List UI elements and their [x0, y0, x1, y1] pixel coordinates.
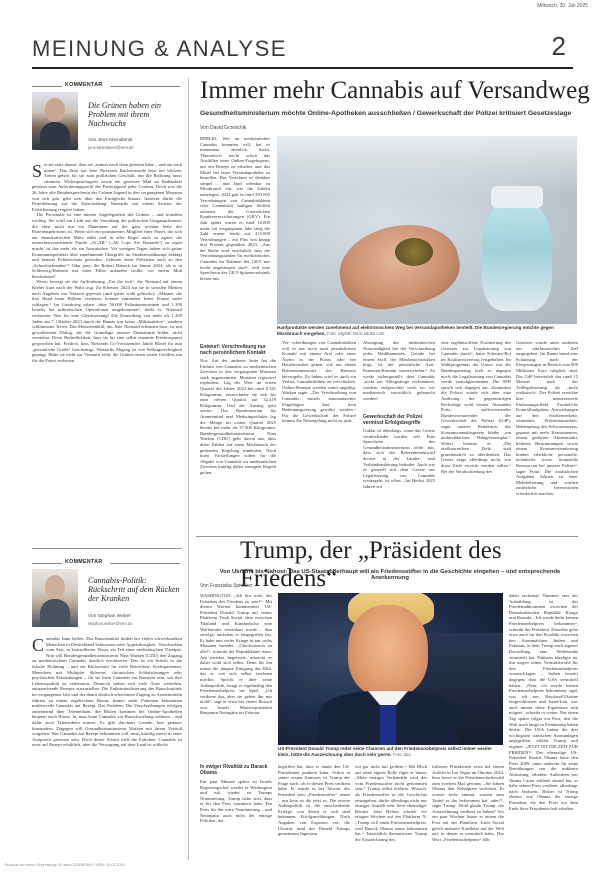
commentary-title: Die Grünen haben ein Problem mit ihrem Nachwuchs — [88, 101, 161, 129]
commentary-kicker: KOMMENTAR — [65, 82, 103, 88]
kicker-rule — [110, 86, 180, 87]
author-name: Von Stephan Weber — [88, 614, 131, 619]
article-body-column: wir gar nicht mit großem.“ Mit Blick auf seine eigene Rolle fügte er hinzu: „Mein mutiges Verhandeln wird das vom Friedensstifter nicht genommen sein.“ Trump selbst erklärte: Wusach, als Friedensstifter in die Geschichte einzugehen, dürfte allerdings nicht nur einziger Antrieb sein. Sein ehemaliger Berater John Bolton schrieb vor einigen Wochen auf der Plattform X: „Trump will einen Friedensnobelpreis, weil Barack Obama einen bekommen hat.“ Tatsächlich thematisierte Trump die Auszeichnung des — [355, 764, 427, 842]
kicker-rule — [32, 86, 62, 87]
commentary-title: Cannabis-Politik: Rückschritt auf dem Rücken der Kranken — [88, 576, 180, 604]
article-body-column: Ein paar Monate später ist Israels Regierungschef wieder in Washington und ruft wieder zu Trumps Nominierung. Trump habe sich, dass er für den Preis nominiert habe. Ein Preis für ihn wäre Nominierung – und Netanjahu auch nicht der einzige Politiker, der — [200, 779, 272, 824]
author-photo — [32, 569, 78, 627]
article-subsection-heading: In ewiger Rivalität zu Barack Obama — [200, 764, 268, 776]
article-byline: Von Franziska Spiecker — [200, 583, 253, 589]
article-body-column: eine ergebnisoffene Evaluierung des Gesetzes zur Legalisierung von Cannabis durch“, hatte Schwarz-Rot im Koalitionsvertrag festgehalten. Im Wahlprogramm der Union war der Bundesparteitag hielt es dagegen noch, die Legalisierung von Cannabis werde zurückgenommen. Die SPD sprach sich dagegen aus. Zumindest die Polizei würde sich über eine Änderung der gegenwärtigen Rechtslage wohl freuen. Alexander Poitz, stellvertretender Bundesvorsitzender der Gewerkschaft der Polizei (GdP), sagte unserer Redaktion, das Konsumcannabisgesetz bleibe „ein undurchdachtes Mängelexemplar“. Weiter betonte er: „Die einflussreichen Ziele sind grundsätzlich zu überdenken. Das Gesetz zeige allerdings nicht, wie diese Ziele erreicht werden sollen.“ Bei der Verabschiedung des — [441, 340, 511, 474]
article-body-column: Abwägung der medizinischen Notwendigkeit bei der Verschreibung jedes Medikamentes. Gerade bei einem Stoff, der Missbrauchsrisiken birgt, ist der persönliche Arzt-Patienten-Kontakt unverzichtbar.“ So werde sichergestellt, dass Cannabis „nicht zur Alltagsdroge verkommen, sondern zielgerichtet wird, wo wir medizinisch tatsächlich gebraucht werden“. — [363, 340, 435, 401]
section-divider — [32, 548, 182, 549]
article-body-column: Gesetzes wurde unter anderem ein einflussreiches Ziel ausgegeben: Im Raum stand eine Schätzung, nach der Einsparungen in Bereich von 800 Millionen Euro möglich sind. Die GdP bezweifelt das rund 15 Monate nach der Teillegalisierung, als „nicht realistisch“. Der Polizei erreichte hier nennenswerte Entlastungseffekt. Zusätzliche Kontrollaufgaben, Auswirkungen auf den Straßenverkehr, vermehrte Präventionsarbeit. Bekämpfung des Schwarzmarkts, gepaart mit mehr Konsumenten, einem größeren Absatzmarkt, höheren Bestimmungen sowie einem Konsumorientierung binden erhebliche personelle, technische sowie finanzielle Ressourcen bei unserer Polizei“, sagte Poitz. Die zusätzlichen Aufgaben führten zu einer Mehrbelastung und würden zusätzliche Investitionen erforderlich machen. — [516, 340, 578, 497]
drop-cap: C — [32, 636, 45, 655]
photo-credit: Foto: esgfoth stock.adobe.com — [327, 330, 385, 336]
author-email[interactable]: stephan.weber@vrm.de — [88, 621, 133, 626]
photo-credit: Foto: dpa — [392, 751, 411, 757]
author-name: Von Jens Kleindienst — [88, 138, 133, 143]
article-byline: Von David Grzeschik — [200, 125, 247, 131]
article-headline: Trump, der „Präsident des Friedens“ — [240, 537, 502, 592]
drop-cap: S — [32, 162, 43, 181]
article-subsection-heading: Entwurf: Verschreibung nur nach persönlichem Kontakt — [200, 344, 266, 356]
page-number: 2 — [551, 31, 566, 61]
article-body-column: Nur: Auf der anderen Seite hat die Einfuhr von Cannabis zu medizinischen Zwecken in den vergangenen Monaten stark zugenommen. Monaten registriert explodiert. Lag der Wert im ersten Quartal des Jahres 2024 bei rund 8.141 Kilogramm, verzeichnete sie sich bis zum vierten Quartal auf 32.419 Kilogramm. Und der Anstieg geht weiter: Das Bundesinstitut für Arzneimittel und Medizinprodukte lag die Menge im ersten Quartal 2025 bereits bei mehr als 37.000 Kilogramm. Bundesgesundheitsministerin Nina Warken (CDU) geht davon aus, dass diese Zahlen auf einen Missbrauch der geltenden Regelung hindeuten. Nach ihren Vorstellungen sollen für die Abgabe von Cannabis zu medizinischen Zwecken künftig daher strengere Regeln gelten. — [200, 358, 276, 475]
article-body-column: begriffen hat, dass er damit den US-Präsidenten punkten kann. Schon in seiner ersten Amtszeit ist Trump der Frage nach, ob er diesen Preis verdient habe. Er wurde es bei Taiwan, der Präsident sein „Friedensstifter“ nennt – nur kein so die jetzt es. Die zweite Außenpolitik ist die entscheidende Erfolge, von denen er sich sind bekennen Erfolgsmeldungen. Nach Angaben von Experten vor, die Ukraine rund um Donald Trumps gemeinsam Ingenieur — [278, 764, 350, 837]
issue-date: Mittwoch, 30. Juli 2025 — [537, 3, 588, 9]
article-headline: Immer mehr Cannabis auf Versandweg — [200, 77, 590, 104]
article-body-column: dabei sechsmal. Nummer eins der Aufzählung ist das Friedensabkommen zwischen der Demokratischen Republik Kongo und Ruanda. „Ich werde dafür keinen Friedensnobelpreis bekommen“, schreibt der Präsident. Dasselbe gelte etwa auch für den Konflikt zwischen den Atommächten Indien und Pakistan, in dem Trump nach eigener Darstellung eine Waffenruhe vermittelt hat. Pakistan kündigte an, ihn wegen seiner Vermittlerrolle für den Friedensnobelpreis vorzuschlagen – Indien bestritt dagegen, dass die USA vermittelt hätten. „Nein, ich werde keinen Friedensnobelpreis bekommen, egal, was ich tue, Russland/Ukraine eingeschlossen und Israel/Iran, was auch immer diese Ergebnisse sein mögen“, schreibt er weiter. Nur einen Tag später folgte ein Post, den die Welt noch lange in Erinnerung haben dürfte: Die USA haben die drei wichtigsten iranischen Atomanlagen angegriffen, erklärt Trump und ergänzt: „JETZT IST DIE ZEIT FÜR FRIEDEN!“ Der ehemalige US-Präsident Barack Obama hatte den Preis 2009, unter anderem für seine Bemühungen um die nukleare Abrüstung, erhalten. Außerdem war Jimmy Carter erklärte darauf hin, er habe seinen Preis verdient, allerdings nach Amtszeit. Bisher ist Trump ebenso wie Obama die einzige Präsident, die den Preis vor dem Ende ihrer Präsidentschaft erhalten. — [509, 593, 578, 811]
article-subheadline: Von Ukraine bis Nahost: Das US-Staatsoberhaupt will als Friedensstifter in die Geschichte eingehen – und entsprechende Anerkennung — [219, 569, 561, 581]
photo-caption: US-Präsident Donald Trump redet seine Chancen auf den Friedensnobelpreis selbst immer wieder klein, hätte die Auszeichnung aber doch sehr gerne. Foto: dpa — [278, 746, 492, 757]
article-body-column: Unklar ist allerdings, wann das Gesetz verabschiedet werden soll. Eine Sprecherin des Gesundheitsministeriums teilte mit, dass sich der Referentenentwurf derzeit in der Länder- und Verbändeanhörung befindet. Auch wie es generell mit dem Gesetz zur Legalisierung von Cannabis weitergeht, ist offen. „Im Herbst 2025 führen wir — [363, 428, 435, 489]
article-body-column: WASHINGTON. „Ich bin stolz, der Präsident des Friedens zu sein!“: Mit diesen Worten kommentiert US-Präsident Donald Trump auf seiner Plattform Truth Social, dass zwischen Thailand und Kambodscha eine Waffenruhe vereinbart wurde – ihm zufolge, nachdem er eingegriffen hat. Er habe nun vieler Kriege in nur sechs Monaten beendet. „Glückwunsch an alle!“, schreibt der Republikaner dazu. Am meisten begeistert: wünscht er dabei wohl sich selbst. Denn für ihn müsst die jüngste Einigung das Bild, das er von sich selbst zeichnen möchte. Spricht er über seine Außenpolitik, bringt er regelmäßig den Friedensnobelpreis ins Spiel. „Ich verdiene ihn, aber sie geben ihn mir nicht“, sagt er etwa bei einem Besuch von Israels Ministerpräsident Benjamin Netanjahu im Februar. — [200, 593, 272, 716]
kicker-rule — [32, 563, 62, 564]
article-body-column: BERLIN. Wer an medizinisches Cannabis kommen will, hat es momentan ziemlich leicht. Theoretisch reicht schon das Ausfüllen eines Online-Fragebogens, um ein Rezept zu erhalten und das Mittel bei einer Versandapotheke zu bestellen. Das Verfahren ist denkbar simpel – und läuft offenbar zu Missbrauch ein, wie die Zahlen nahelegen. 2024 gab es rund 393.000 Verordnungen von Cannabisblüten oder Cannabisöl haltigen Stoffen zulasten der Gesetzlichen Krankenversicherungen (GKV). Ein Jahr später waren es rund 10.000 mehr, im vergangenen Jahr stieg die Zahl erneut leicht auf 415.000 Verordnungen – ein Plus von knapp drei Prozent gegenüber 2023. „Aus der Reihe wird ersichtlich, dass die Verordnungszahlen für medizinisches Cannabis im Rahmen der GKV nur leicht angestiegen sind“, teilt eine Sprecherin des GKV-Spitzenverbands hierzu mit. — [200, 136, 270, 281]
cannabis-photo — [277, 136, 577, 324]
author-email[interactable]: jens.kleindienst@vrm.de — [88, 145, 134, 150]
commentary-body: Cannabis kann helfen. Das Rauschmittel lindert bei vielen schwerkranken Menschen in Deutschland Schmerzen oder Appetitlosigkeit. Verschrieben vom Arzt, in kontrollierter Dosis, als Teil einer medizinischen Therapie. Nun will Bundesgesundheitsministerin Nina Warken (CDU) den Zugang zu medizinischem Cannabis deutlich erschweren. Das ist ein Schritt in die falsche Richtung – und ein Rückschritt für viele Betroffene: Krebspatienten, Menschen mit Multipler Sklerose, chronischen Schlafstörungen oder psychischen Erkrankungen – für sie kann Cannabis ein Baustein sein, um ihre Lebensqualität zu verbessern. Dennoch stehen sich viele Ärzte weiterhin, entsprechende Rezepte auszustellen. Die Entkriminalisierung des Rauschmittels im vergangenen Jahr und der damit deutlich erleichterte Zugang zu Arzneimitteln führten zu einem regelrechten Boom: Immer mehr Patienten bekommen mittlerweile Cannabis auf Rezept. Das Problem: Die Verschreibungen erfolgen zunehmend über Telemedizin, die Blüten kommen bei Online-Apotheken bequem nach Hause. Ja, man kann Cannabis zur Rauschwirkung nehmen – und dafür auch Telemedizin nutzen. Es gibt durchaus Gründe, hier genauer hinzusehen. Dagegen will Gesundheitsministerin Warken mit ihrem Vorstoß vorgehen: Wer Cannabis auf Rezept bekommen will, muss künftig zuerst in einer Arztpraxis gewesen sein. Doch dieser Schritt trifft die Falschen. Cannabis ist zwar auf Rezept erhältlich, aber die Versorgung auf dem Land ist schlecht. — [32, 636, 182, 748]
article-subsection-heading: Gewerkschaft der Polizei vermisst Erfolgsbegriffe — [363, 414, 423, 426]
article-body-column: früheren Präsidenten erwa bei einem Auftritt in Las Vegas im Oktober 2024, kurz bevor er die Präsidentschaftswahl zum zweiten Mal gewann. „Sie haben Obama den Nobelpreis verliehen. Er wusste nicht einmal, warum zum Teufel er ihn bekommen hat, oder?“, sagte Trump. Wohl glaubt Trump, die Auszeichnung verdient zu haben? Vor ein paar Wochen listete er einem die Post auf der Plattform Truth Social gleich mehrere Konflikte auf der Welt auf, in denen er vermittelt habe. Das Wort „Friedensnobelpreis“ fällt — [432, 764, 504, 842]
article-body-column: Ver- schreibungen von Cannabisblüten will es nur noch nach persönlichem Kontakt mit einem Arzt oder einer Ärztin in der Praxis oder bei Hausbesuchen geben, wie aus einem Referentenentwurf des Ressorts hervorgeht. Zu haben wird es auch ein Verbot, Cannabisblüten zu verschicken. Online-Rezepte werden somit ungültig. Warken sagte: „Der Verschreibung von Cannabis mittels automatisierter Fragebögen darf kein Bedeutungsverzug gewährt werden.“ Für die Gewerkschaft der Polizei kommt die Neuregelung nicht zu spät. — [282, 340, 356, 424]
author-photo — [32, 92, 78, 150]
commentary-body: Sie sei stolz darauf, dass sie „immer nach oben getreten habe – und nie nach unten“. Das Zitat aus Jette Nietzards Rücktrittsrede lässt tief blicken. Treten gehört für sie zum politischen Geschäft, nur die Richtung muss stimmen. Widerspruchsgeist sowie ein gewisses Maß an Radikalität gehören zum Anforderungsprofil der Parteijugend jeder Couleur. Doch was die 26 Jahre alte Bundessprecherin der Grünen Jugend in den vergangenen Monaten von sich gab, geht weit über das Erträgliche hinaus. Insofern dürfte die Parteiführung auf die Entscheidung Nietzards mit einem Seufzer der Erleichterung reagiert haben. Die Personalie ist eine interne Angelegenheit der Grünen – und trotzdem wichtig. Sie wirft ein Licht auf die Verrohung der politischen Umgangsformen, die eben nicht nur ein Phänomen auf der ganz rechten Seite des Parteienspektrums ist. Wenn sich ein prominentes Mitglied einer Partei, die sich zur demokratischen Mitte zählt und in aller Regel auch so agiert, die menschenverachtende Parole „ACAB“ („All Cops Are Bastards“) zu eigen macht, ist das mehr als ein Ausrutscher. Vor wenigen Tagen haben sich grüne Kommunalpolitiker über zunehmende Übergriffe im Straßenwahlkampf beklagt und benutzt Polizeischutz gefordert. Gehören diese Polizisten auch zu den „Schweinehunden“? Oder jene, die Robert Habeck im Januar 2024, als er in Schleswig-Holstein mit einer Fähre anlanden wollte, vor einem Mob beschützten? Wieso bewegt sie die Aufforderung „Eat the rich“, die Nietzard auf einem Kleber kurz nach der Wahl trug. Zu Silvester 2024 hat sie in sozialen Medien nach Angaben von Nutzern gepostet (und später wohl gelöscht): „Männer, die ihre Hand beim Böllern verlieren, können zumindest keine Frauen mehr schlagen.“ Im Gazakrieg sehen „über 50.000 Palästinenserinnen und 1.200 Israelis bei militärischen Operationen umgekommen“, heißt es. Nietzard verlautete: Was für eine Gleichsetzung! Die Ermordung von mehr als 1.200 Juden am 7. Oktober 2023 durch die Hamas war keine „Militäraktion“, sondern schlimmster Terror. Das Menschenbild, das Jette Nietzard erkennen lässt, ist mit gewaltfreiem Dialog, der die Grundlage unserer Demokratie bildet, nicht vereinbar. Diese Befindlichkeit, dass sie für eine selbst ernannte Friedenspartei gesprochen hat. Freilich, dass Nietzards Co-Vorsitzender Jakob Blasel ihr nun „persönliche Größe“ bescheinigt, Nietzards Abgang ist von Selbstgerechtigkeit geprägt. Hätte sie nicht zur Vernunft sieht, die Grünen einen ersten Gefallen tun für die Partei verlassen. — [32, 162, 182, 363]
section-title: MEINUNG & ANALYSE — [32, 36, 287, 61]
commentary-kicker: KOMMENTAR — [65, 559, 103, 565]
print-footer: Gedruckt auf einem Einpressung: 00-abcd-1234567890 / VRM / 30.07.2025 — [4, 863, 125, 867]
article-subheadline: Gesundheitsministerium möchte Online-Apotheken ausschließen / Gewerkschaft der Polizei kritisiert Gesetzeslage — [200, 110, 572, 117]
trump-photo — [278, 593, 503, 745]
column-separator — [188, 78, 189, 860]
kicker-rule — [110, 563, 180, 564]
photo-caption: Hanfprodukte werden zunehmend auf elektronischem Weg bei Versandapotheken bestellt. Die Bundesregierung möchte gegen Missbrauch vorgehen. Foto: esgfoth stock.adobe.com — [277, 325, 554, 336]
masthead-rule — [32, 67, 573, 69]
